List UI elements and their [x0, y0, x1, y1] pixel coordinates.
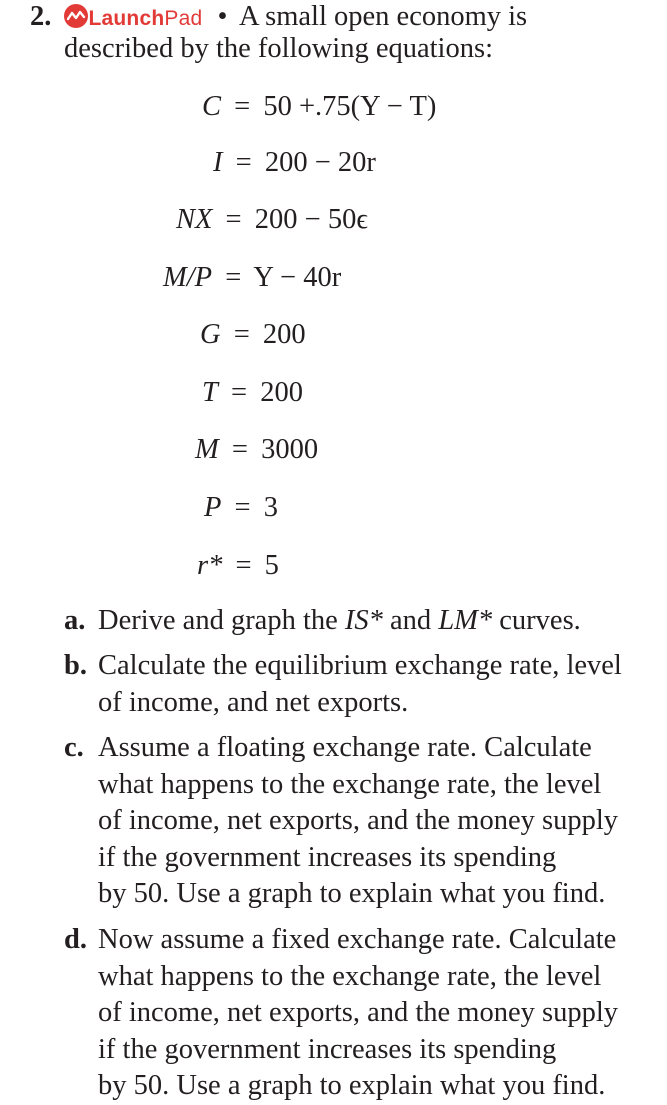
equation-lhs: M/P — [163, 262, 213, 293]
part-letter: a. — [64, 605, 86, 636]
part-d-line1 — [64, 922, 664, 959]
is-star: IS* — [344, 605, 383, 636]
equation-lhs: C — [202, 91, 222, 122]
part-a — [64, 603, 664, 640]
bullet: • — [217, 1, 228, 32]
equation-equals: = — [231, 434, 248, 465]
part-letter: d. — [64, 924, 87, 955]
launchpad-word-pad: Pad — [164, 7, 203, 30]
part-a-text-1: Derive and graph the — [98, 605, 338, 636]
equation-taxes — [202, 376, 303, 410]
launchpad-wordmark — [89, 7, 203, 30]
equation-lhs: P — [204, 492, 222, 523]
problem-number: 2. — [30, 1, 52, 32]
equation-consumption — [202, 90, 436, 124]
intro-line2: described by the following equations: — [64, 33, 493, 64]
equation-rhs: 50 +.75(Y − T) — [263, 91, 437, 122]
equation-equals: = — [235, 550, 252, 581]
equation-rhs: 200 − 50ϵ — [254, 204, 368, 235]
part-c-line2: what happens to the exchange rate, the level — [98, 768, 602, 800]
launchpad-word-launch: Launch — [88, 7, 165, 30]
part-text: Calculate the equilibrium exchange rate, level — [98, 650, 622, 681]
equation-lhs: G — [200, 319, 221, 350]
equation-rhs: 200 — [262, 319, 306, 350]
intro-line1: A small open economy is — [239, 1, 528, 32]
part-c-line3: of income, net exports, and the money supply — [98, 805, 619, 836]
equation-lhs: M — [195, 434, 219, 465]
equation-rhs: 200 − 20r — [264, 147, 376, 178]
part-b — [64, 648, 664, 721]
part-d-line2: what happens to the exchange rate, the level — [98, 960, 602, 992]
equation-equals: = — [234, 91, 251, 122]
equation-rhs: 3000 — [261, 434, 319, 465]
equation-money-supply — [195, 433, 318, 467]
part-c-line4: if the government increases its spending — [98, 841, 557, 873]
equation-money-demand — [163, 261, 341, 295]
part-a-line — [64, 603, 664, 640]
part-text: Assume a floating exchange rate. Calculate — [98, 732, 592, 763]
part-d — [64, 922, 664, 1105]
equation-investment — [213, 146, 376, 180]
part-b-line2: of income, and net exports. — [98, 686, 409, 718]
part-c-line1 — [64, 730, 664, 767]
part-b-line1 — [64, 648, 664, 685]
equation-lhs: T — [202, 377, 218, 408]
equation-lhs: I — [213, 147, 223, 178]
part-d-line4: if the government increases its spending — [98, 1033, 557, 1065]
equation-lhs: NX — [176, 204, 213, 235]
equation-net-exports — [176, 203, 368, 237]
equation-equals: = — [225, 262, 242, 293]
part-c — [64, 730, 664, 913]
equation-equals: = — [230, 377, 248, 408]
equation-government — [200, 318, 306, 352]
equation-equals: = — [234, 492, 251, 523]
part-letter: c. — [64, 732, 84, 763]
part-d-line3: of income, net exports, and the money supply — [98, 997, 619, 1028]
equation-rhs: 3 — [263, 492, 278, 523]
equation-equals: = — [235, 147, 252, 178]
part-d-line5: by 50. Use a graph to explain what you find. — [98, 1070, 606, 1101]
part-c-line5: by 50. Use a graph to explain what you find. — [98, 878, 606, 909]
equation-rhs: 5 — [264, 550, 279, 581]
equation-price-level — [204, 491, 278, 525]
equation-rhs: Y − 40r — [253, 262, 342, 293]
equation-rhs: 200 — [260, 377, 303, 408]
part-text: Now assume a fixed exchange rate. Calculate — [98, 924, 617, 955]
lm-star: LM* — [438, 605, 493, 636]
equation-lhs: r* — [197, 550, 223, 581]
equation-equals: = — [225, 204, 242, 235]
part-a-text-2: and — [390, 605, 432, 636]
equation-equals: = — [233, 319, 250, 350]
equation-world-interest-rate — [197, 549, 279, 583]
part-letter: b. — [64, 650, 87, 681]
part-a-text-3: curves. — [499, 605, 581, 636]
